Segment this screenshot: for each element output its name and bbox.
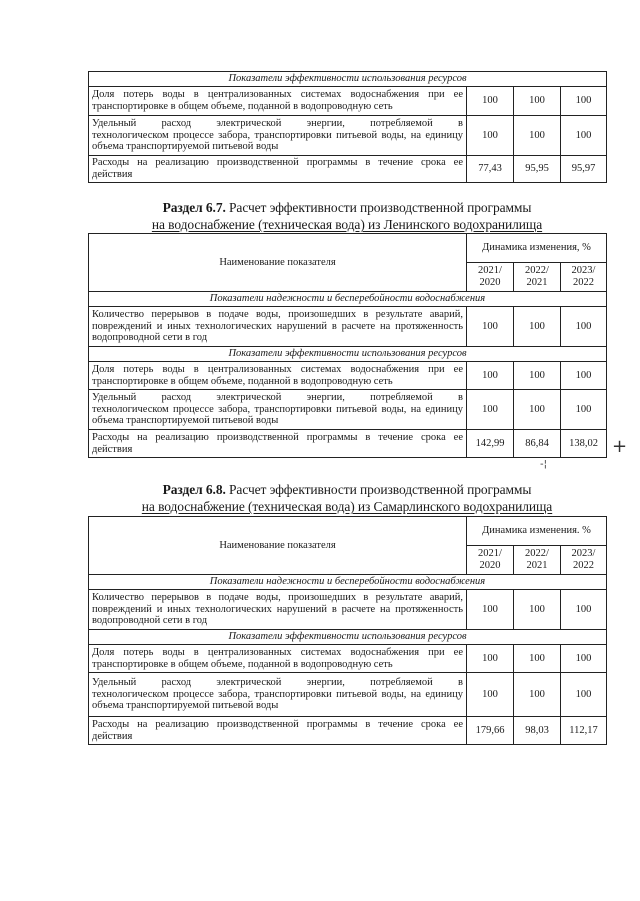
group-efficiency-label: Показатели эффективности использования ресурсов bbox=[89, 630, 607, 645]
indicator-interruptions: Количество перерывов в подаче воды, произошедших в результате аварий, повреждений и иных технологических нарушений в расчете на протяженность водопроводной сети в год bbox=[89, 590, 467, 630]
table-row bbox=[89, 87, 607, 116]
value-cell: 100 bbox=[514, 390, 561, 430]
indicator-energy-line1: Удельный расход электрической энергии, потребляемой в bbox=[92, 391, 463, 403]
year-header bbox=[561, 263, 607, 292]
indicator-energy-line2: технологическом процессе забора, транспортировки питьевой воды, на единицу объема транспортируемой питьевой воды bbox=[92, 129, 463, 153]
group-row bbox=[89, 630, 607, 645]
value-cell: 100 bbox=[467, 362, 514, 390]
table-row bbox=[89, 645, 607, 673]
table-section-6-8 bbox=[88, 516, 607, 745]
year-denominator: 2020 bbox=[479, 560, 501, 571]
year-denominator: 2022 bbox=[573, 277, 594, 288]
value-cell: 100 bbox=[467, 87, 514, 116]
section-6-7-number: Раздел 6.7. bbox=[162, 200, 226, 215]
table-header-row bbox=[89, 517, 607, 546]
indicator-energy bbox=[89, 390, 467, 430]
table-top-continuation bbox=[88, 71, 607, 183]
value-cell: 100 bbox=[561, 390, 607, 430]
table-section-6-7 bbox=[88, 233, 607, 458]
value-cell: 100 bbox=[467, 116, 514, 156]
indicator-energy bbox=[89, 673, 467, 717]
group-efficiency-label: Показатели эффективности использования ресурсов bbox=[89, 72, 607, 87]
value-cell: 100 bbox=[467, 673, 514, 717]
indicator-costs: Расходы на реализацию производственной программы в течение срока ее действия bbox=[89, 717, 467, 745]
table-row bbox=[89, 390, 607, 430]
indicator-interruptions: Количество перерывов в подаче воды, произошедших в результате аварий, повреждений и иных технологических нарушений в расчете на протяженность водопроводной сети в год bbox=[89, 307, 467, 347]
group-row bbox=[89, 347, 607, 362]
value-cell: 100 bbox=[561, 645, 607, 673]
value-cell: 77,43 bbox=[467, 156, 514, 183]
indicator-energy-line1: Удельный расход электрической энергии, потребляемой в bbox=[92, 676, 463, 688]
year-denominator: 2022 bbox=[573, 560, 594, 571]
table-row bbox=[89, 362, 607, 390]
section-6-8-title-line2: на водоснабжение (техническая вода) из Самарлинского водохранилища bbox=[141, 499, 553, 514]
table-row bbox=[89, 307, 607, 347]
value-cell: 100 bbox=[561, 673, 607, 717]
group-row bbox=[89, 292, 607, 307]
group-reliability-label: Показатели надежности и бесперебойности водоснабжения bbox=[89, 575, 607, 590]
indicator-costs: Расходы на реализацию производственной программы в течение срока ее действия bbox=[89, 156, 467, 183]
year-numerator: 2022/ bbox=[525, 547, 549, 559]
value-cell: 100 bbox=[514, 362, 561, 390]
group-reliability-label: Показатели надежности и бесперебойности водоснабжения bbox=[89, 292, 607, 307]
value-cell: 100 bbox=[514, 590, 561, 630]
section-6-7-title-line1: Расчет эффективности производственной программы bbox=[225, 200, 532, 215]
year-header bbox=[514, 546, 561, 575]
value-cell: 95,95 bbox=[514, 156, 561, 183]
table-row bbox=[89, 116, 607, 156]
year-header bbox=[467, 546, 514, 575]
value-cell: 100 bbox=[561, 362, 607, 390]
year-numerator: 2021/ bbox=[478, 547, 502, 559]
table-row bbox=[89, 156, 607, 183]
value-cell: 100 bbox=[561, 590, 607, 630]
section-6-8-heading bbox=[88, 481, 606, 515]
year-header bbox=[467, 263, 514, 292]
value-cell: 179,66 bbox=[467, 717, 514, 745]
year-header bbox=[514, 263, 561, 292]
column-header-dynamics: Динамика изменения, % bbox=[467, 234, 607, 263]
table-row bbox=[89, 717, 607, 745]
table-row bbox=[89, 430, 607, 458]
year-numerator: 2023/ bbox=[571, 547, 596, 559]
indicator-energy-line2: технологическом процессе забора, транспортировки питьевой воды, на единицу объема транспортируемой питьевой воды bbox=[92, 403, 463, 427]
value-cell: 100 bbox=[514, 673, 561, 717]
year-header bbox=[561, 546, 607, 575]
year-numerator: 2021/ bbox=[478, 264, 502, 276]
value-cell: 142,99 bbox=[467, 430, 514, 458]
handwritten-plus-mark: + bbox=[612, 436, 628, 457]
value-cell: 112,17 bbox=[561, 717, 607, 745]
indicator-losses: Доля потерь воды в централизованных системах водоснабжения при ее транспортировке в общем объеме, поданной в водопроводную сеть bbox=[89, 362, 467, 390]
indicator-losses: Доля потерь воды в централизованных системах водоснабжения при ее транспортировке в общем объеме, поданной в водопроводную сеть bbox=[89, 87, 467, 116]
indicator-energy-line2: технологическом процессе забора, транспортировки питьевой воды, на единицу объема транспортируемой питьевой воды bbox=[92, 688, 463, 712]
year-denominator: 2021 bbox=[526, 277, 548, 288]
value-cell: 100 bbox=[467, 645, 514, 673]
value-cell: 100 bbox=[514, 116, 561, 156]
table-header-row bbox=[89, 234, 607, 263]
value-cell: 100 bbox=[467, 590, 514, 630]
column-header-dynamics: Динамика изменения. % bbox=[467, 517, 607, 546]
value-cell: 100 bbox=[561, 87, 607, 116]
value-cell: 100 bbox=[467, 390, 514, 430]
year-denominator: 2020 bbox=[479, 277, 501, 288]
indicator-losses: Доля потерь воды в централизованных системах водоснабжения при ее транспортировке в общем объеме, поданной в водопроводную сеть bbox=[89, 645, 467, 673]
group-row bbox=[89, 72, 607, 87]
indicator-energy-line1: Удельный расход электрической энергии, потребляемой в bbox=[92, 117, 463, 129]
column-header-name: Наименование показателя bbox=[89, 234, 467, 292]
value-cell: 100 bbox=[514, 87, 561, 116]
value-cell: 98,03 bbox=[514, 717, 561, 745]
group-efficiency-label: Показатели эффективности использования ресурсов bbox=[89, 347, 607, 362]
value-cell: 86,84 bbox=[514, 430, 561, 458]
table-row bbox=[89, 673, 607, 717]
value-cell: 138,02 bbox=[561, 430, 607, 458]
year-numerator: 2022/ bbox=[525, 264, 549, 276]
value-cell: 100 bbox=[561, 116, 607, 156]
section-6-7-title-line2: на водоснабжение (техническая вода) из Ленинского водохранилища bbox=[151, 217, 543, 232]
table-row bbox=[89, 590, 607, 630]
value-cell: 100 bbox=[514, 307, 561, 347]
section-6-8-number: Раздел 6.8. bbox=[162, 482, 226, 497]
indicator-costs: Расходы на реализацию производственной программы в течение срока ее действия bbox=[89, 430, 467, 458]
section-6-7-heading bbox=[88, 199, 606, 233]
year-denominator: 2021 bbox=[526, 560, 548, 571]
value-cell: 95,97 bbox=[561, 156, 607, 183]
section-6-8-title-line1: Расчет эффективности производственной программы bbox=[225, 482, 532, 497]
value-cell: 100 bbox=[514, 645, 561, 673]
group-row bbox=[89, 575, 607, 590]
value-cell: 100 bbox=[467, 307, 514, 347]
value-cell: 100 bbox=[561, 307, 607, 347]
handwritten-tick-mark: -¦ bbox=[540, 459, 547, 470]
indicator-energy bbox=[89, 116, 467, 156]
year-numerator: 2023/ bbox=[571, 264, 596, 276]
column-header-name: Наименование показателя bbox=[89, 517, 467, 575]
